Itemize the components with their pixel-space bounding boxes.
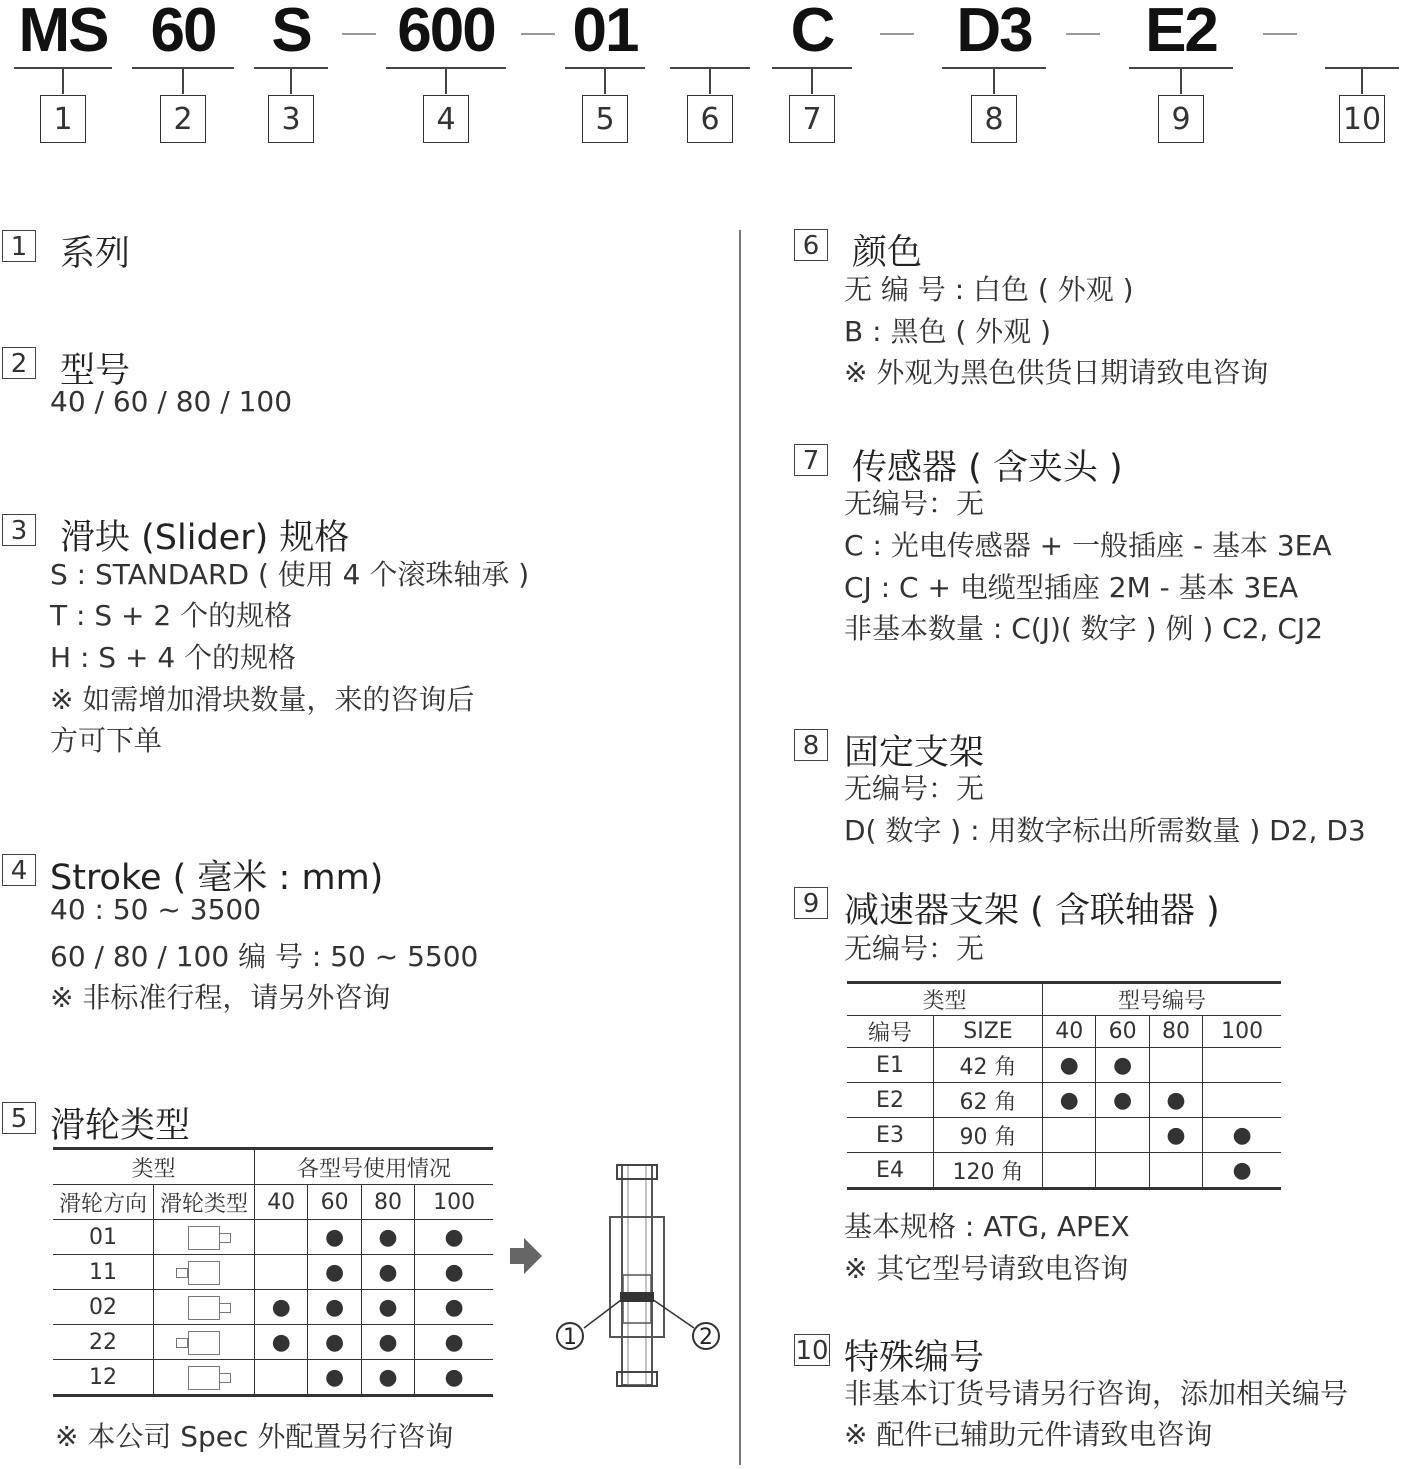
arrow-right-icon: [510, 1238, 542, 1274]
table-header: 型号编号: [1043, 983, 1282, 1016]
usage-mark: ●: [1149, 1083, 1202, 1118]
table-row: [53, 1360, 493, 1396]
usage-mark: [1096, 1118, 1149, 1153]
code-tick: [811, 68, 813, 94]
sensor-line: C : 光电传感器 + 一般插座 - 基本 3EA: [844, 529, 1332, 562]
section-title-special: 特殊编号: [844, 1338, 985, 1378]
pulley-code: 11: [53, 1255, 154, 1290]
reducer-code: E2: [847, 1083, 934, 1118]
reducer-code: E4: [847, 1153, 934, 1189]
usage-mark: ●: [361, 1290, 414, 1325]
stroke-note: ※ 非标准行程，请另外咨询: [50, 981, 391, 1014]
section-title-series: 系列: [60, 234, 131, 274]
usage-mark: [1096, 1153, 1149, 1189]
stroke-line: 60 / 80 / 100 编 号 : 50 ~ 5500: [50, 940, 479, 973]
table-row: [53, 1325, 493, 1360]
code-tick: [445, 68, 447, 94]
usage-mark: ●: [255, 1325, 308, 1360]
color-line: B : 黑色 ( 外观 ): [844, 315, 1051, 348]
usage-mark: [255, 1360, 308, 1396]
usage-mark: ●: [361, 1255, 414, 1290]
section-title-stroke: Stroke ( 毫米 : mm): [50, 858, 384, 898]
usage-mark: ●: [1203, 1118, 1281, 1153]
size-header: 100: [1203, 1016, 1281, 1048]
callout-2: 2: [692, 1322, 720, 1350]
reducer-size: 62 角: [934, 1083, 1043, 1118]
code-slider: S: [271, 0, 311, 65]
usage-mark: [1203, 1048, 1281, 1083]
pulley-code: 22: [53, 1325, 154, 1360]
size-header: 40: [255, 1185, 308, 1220]
usage-mark: ●: [415, 1290, 493, 1325]
usage-mark: ●: [255, 1290, 308, 1325]
sensor-line: 非基本数量 : C(J)( 数字 ) 例 ) C2, CJ2: [844, 612, 1323, 645]
slider-note: ※ 如需增加滑块数量，来的咨询后: [50, 683, 475, 716]
slider-line: T : S + 2 个的规格: [50, 599, 293, 632]
usage-mark: ●: [361, 1325, 414, 1360]
size-header: 60: [308, 1185, 361, 1220]
position-box-4: 4: [423, 95, 469, 143]
pulley-type-icon: [154, 1255, 255, 1290]
usage-mark: [1149, 1153, 1202, 1189]
usage-mark: ●: [1203, 1153, 1281, 1189]
usage-mark: ●: [1149, 1118, 1202, 1153]
code-series: MS: [18, 0, 108, 65]
section-title-model: 型号: [60, 351, 131, 391]
position-box-8: 8: [971, 95, 1017, 143]
position-box-3: 3: [268, 95, 314, 143]
table-header: 滑轮类型: [154, 1185, 255, 1220]
position-box-5: 5: [582, 95, 628, 143]
size-header: 100: [415, 1185, 493, 1220]
table-row: [847, 1048, 1281, 1083]
position-box-9: 9: [1158, 95, 1204, 143]
table-row: [847, 1153, 1281, 1189]
pulley-type-icon: [154, 1220, 255, 1255]
reducer-size: 42 角: [934, 1048, 1043, 1083]
section-title-sensor: 传感器 ( 含夹头 ): [852, 448, 1123, 488]
position-box-1: 1: [40, 95, 86, 143]
model-options: 40 / 60 / 80 / 100: [50, 385, 293, 418]
position-box-10: 10: [1339, 95, 1385, 143]
usage-mark: ●: [1043, 1083, 1096, 1118]
table-header: 各型号使用情况: [255, 1149, 494, 1185]
table-row: [847, 1118, 1281, 1153]
size-header: 80: [1149, 1016, 1202, 1048]
usage-mark: ●: [415, 1220, 493, 1255]
usage-mark: ●: [415, 1325, 493, 1360]
usage-mark: ●: [361, 1220, 414, 1255]
usage-mark: [1149, 1048, 1202, 1083]
table-row: [53, 1255, 493, 1290]
section-number: 9: [794, 887, 828, 919]
section-title-color: 颜色: [852, 233, 923, 273]
table-row: [53, 1290, 493, 1325]
usage-mark: [1203, 1083, 1281, 1118]
slider-note: 方可下单: [50, 724, 163, 757]
size-header: 40: [1043, 1016, 1096, 1048]
pulley-type-icon: [154, 1325, 255, 1360]
reducer-table: [847, 981, 1281, 1190]
size-header: 60: [1096, 1016, 1149, 1048]
section-number: 4: [2, 854, 36, 886]
code-tick: [1361, 68, 1363, 94]
reducer-size: 90 角: [934, 1118, 1043, 1153]
usage-mark: ●: [415, 1255, 493, 1290]
size-header: 80: [361, 1185, 414, 1220]
code-tick: [993, 68, 995, 94]
code-model: 60: [150, 0, 216, 65]
section-number: 3: [2, 514, 36, 546]
usage-mark: ●: [308, 1220, 361, 1255]
position-box-7: 7: [789, 95, 835, 143]
reducer-code: E3: [847, 1118, 934, 1153]
slider-line: S : STANDARD ( 使用 4 个滚珠轴承 ): [50, 558, 530, 591]
code-tick: [290, 68, 292, 94]
code-tick: [604, 68, 606, 94]
pulley-code: 01: [53, 1220, 154, 1255]
code-tick: [1180, 68, 1182, 94]
separator-dash: [1066, 33, 1100, 35]
pulley-note: ※ 本公司 Spec 外配置另行咨询: [55, 1420, 454, 1453]
section-number: 5: [2, 1102, 36, 1134]
section-number: 1: [2, 230, 36, 262]
table-header: 编号: [847, 1016, 934, 1048]
color-line: 无 编 号 : 白色 ( 外观 ): [844, 273, 1134, 306]
separator-dash: [1263, 33, 1297, 35]
section-number: 6: [794, 229, 828, 261]
special-line: 非基本订货号请另行咨询，添加相关编号: [844, 1377, 1349, 1410]
actuator-diagram: [550, 1160, 730, 1390]
separator-dash: [880, 33, 914, 35]
usage-mark: [1043, 1118, 1096, 1153]
section-title-slider: 滑块 (Slider) 规格: [60, 518, 350, 558]
usage-mark: ●: [308, 1290, 361, 1325]
usage-mark: ●: [361, 1360, 414, 1396]
table-row: [847, 1083, 1281, 1118]
bracket-line: D( 数字 ) : 用数字标出所需数量 ) D2, D3: [844, 814, 1366, 847]
table-header: 滑轮方向: [53, 1185, 154, 1220]
pulley-code: 02: [53, 1290, 154, 1325]
separator-dash: [521, 33, 555, 35]
code-bracket: D3: [956, 0, 1032, 65]
code-reducer: E2: [1145, 0, 1217, 65]
reducer-size: 120 角: [934, 1153, 1043, 1189]
position-box-2: 2: [160, 95, 206, 143]
section-number: 7: [794, 444, 828, 476]
sensor-line: 无编号：无: [844, 487, 985, 520]
pulley-table: [53, 1147, 493, 1397]
slider-line: H : S + 4 个的规格: [50, 641, 297, 674]
pulley-type-icon: [154, 1290, 255, 1325]
section-title-pulley: 滑轮类型: [50, 1106, 191, 1146]
usage-mark: [1043, 1153, 1096, 1189]
usage-mark: [255, 1255, 308, 1290]
pulley-code: 12: [53, 1360, 154, 1396]
usage-mark: ●: [1096, 1048, 1149, 1083]
color-note: ※ 外观为黑色供货日期请致电咨询: [844, 356, 1269, 389]
usage-mark: ●: [1096, 1083, 1149, 1118]
special-note: ※ 配件已辅助元件请致电咨询: [844, 1418, 1213, 1451]
usage-mark: ●: [415, 1360, 493, 1396]
code-tick: [182, 68, 184, 94]
section-title-reducer: 减速器支架 ( 含联轴器 ): [844, 891, 1220, 931]
stroke-line: 40 : 50 ~ 3500: [50, 893, 262, 926]
usage-mark: ●: [308, 1325, 361, 1360]
bracket-line: 无编号：无: [844, 772, 985, 805]
reducer-code: E1: [847, 1048, 934, 1083]
table-header: 类型: [53, 1149, 255, 1185]
code-tick: [709, 68, 711, 94]
section-number: 10: [795, 1336, 829, 1366]
table-header: 类型: [847, 983, 1043, 1016]
code-tick: [62, 68, 64, 94]
table-header: SIZE: [934, 1016, 1043, 1048]
section-number: 8: [794, 729, 828, 761]
table-row: [53, 1220, 493, 1255]
code-stroke: 600: [397, 0, 495, 65]
separator-dash: [342, 33, 376, 35]
callout-1: 1: [556, 1322, 584, 1350]
usage-mark: ●: [1043, 1048, 1096, 1083]
column-divider: [739, 230, 741, 1465]
code-sensor: C: [790, 0, 834, 65]
section-number: 2: [2, 347, 36, 379]
reducer-line: 无编号：无: [844, 932, 985, 965]
pulley-type-icon: [154, 1360, 255, 1396]
usage-mark: [255, 1220, 308, 1255]
section-title-bracket: 固定支架: [844, 733, 985, 773]
code-pulley: 01: [572, 0, 638, 65]
usage-mark: ●: [308, 1255, 361, 1290]
position-box-6: 6: [687, 95, 733, 143]
sensor-line: CJ : C + 电缆型插座 2M - 基本 3EA: [844, 571, 1299, 604]
usage-mark: ●: [308, 1360, 361, 1396]
reducer-note: ※ 其它型号请致电咨询: [844, 1252, 1129, 1285]
reducer-basic-spec: 基本规格 : ATG, APEX: [844, 1210, 1130, 1243]
